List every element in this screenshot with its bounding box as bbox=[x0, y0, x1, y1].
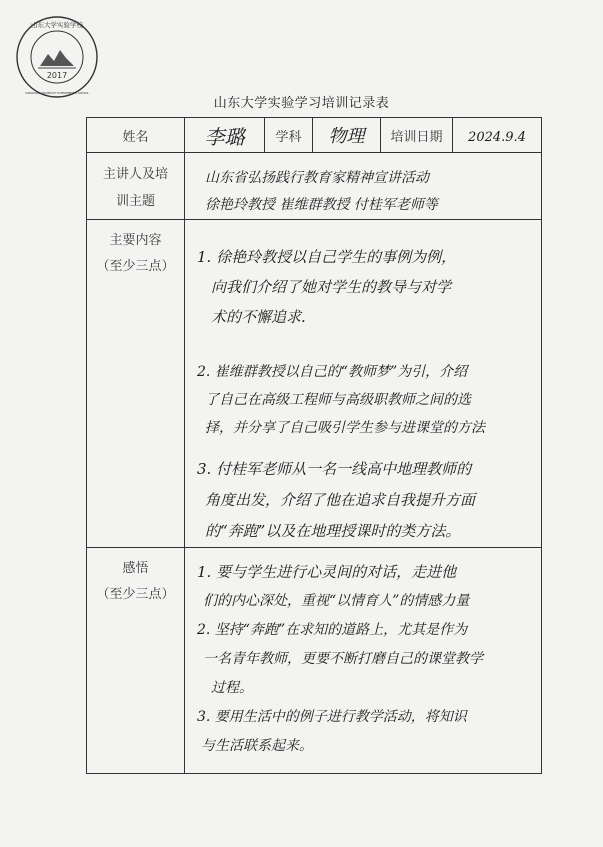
seal-bottom-text: SHANDONG UNIVERSITY EXPERIMENTAL SCHOOL bbox=[25, 92, 89, 95]
seal-year: 2017 bbox=[46, 71, 68, 80]
name-value: 李璐 bbox=[204, 124, 245, 149]
insight-line: 过程。 bbox=[211, 680, 253, 696]
insight-label-cell bbox=[87, 548, 185, 774]
form-title: 山东大学实验学习培训记录表 bbox=[213, 96, 390, 111]
content-line: 的“奔跑”以及在地理授课时的类方法。 bbox=[205, 522, 461, 540]
subject-label: 学科 bbox=[265, 118, 313, 153]
content-line: 了自己在高级工程师与高级职教师之间的选 bbox=[205, 392, 471, 408]
training-record-table bbox=[86, 117, 542, 774]
insight-label: 感悟 bbox=[122, 561, 149, 576]
content-line: 向我们介绍了她对学生的教导与对学 bbox=[211, 278, 452, 296]
speaker-line1: 山东省弘扬践行教育家精神宣讲活动 bbox=[205, 170, 429, 186]
content-line: 2. 崔维群教授以自己的“教师梦”为引，介绍 bbox=[197, 364, 468, 380]
content-line: 角度出发，介绍了他在追求自我提升方面 bbox=[205, 491, 476, 509]
insight-cell bbox=[185, 548, 542, 774]
date-value: 2024.9.4 bbox=[468, 129, 526, 145]
insight-line: 2. 坚持“奔跑”在求知的道路上，尤其是作为 bbox=[197, 622, 468, 638]
speaker-label-cell bbox=[87, 153, 185, 220]
school-seal bbox=[14, 14, 100, 100]
content-label-cell bbox=[87, 220, 185, 548]
insight-line: 1. 要与学生进行心灵间的对话，走进他 bbox=[197, 563, 457, 581]
speaker-label-line2: 训主题 bbox=[115, 194, 155, 209]
content-line: 3. 付桂军老师从一名一线高中地理教师的 bbox=[197, 460, 472, 478]
content-label: 主要内容 bbox=[109, 233, 162, 248]
date-value-cell bbox=[453, 118, 542, 153]
insight-line: 一名青年教师，更要不断打磨自己的课堂教学 bbox=[203, 651, 483, 667]
subject-value-cell bbox=[313, 118, 381, 153]
content-line: 1. 徐艳玲教授以自己学生的事例为例， bbox=[197, 248, 457, 266]
content-sub-label: （至少三点） bbox=[96, 259, 175, 274]
speaker-topic-cell bbox=[185, 153, 542, 220]
speaker-line2: 徐艳玲教授 崔维群教授 付桂军老师等 bbox=[205, 197, 438, 213]
content-cell bbox=[185, 220, 542, 548]
insight-line: 们的内心深处，重视“以情育人”的情感力量 bbox=[203, 593, 470, 609]
content-line: 术的不懈追求. bbox=[211, 308, 306, 326]
seal-top-text: 山东大学实验学校 bbox=[31, 21, 83, 29]
name-label: 姓名 bbox=[87, 118, 185, 153]
speaker-label-line1: 主讲人及培 bbox=[102, 167, 168, 182]
insight-line: 与生活联系起来。 bbox=[201, 738, 313, 754]
date-label: 培训日期 bbox=[381, 118, 453, 153]
subject-value: 物理 bbox=[328, 126, 365, 147]
insight-line: 3. 要用生活中的例子进行教学活动，将知识 bbox=[197, 709, 467, 725]
name-value-cell bbox=[185, 118, 265, 153]
content-line: 择，并分享了自己吸引学生参与进课堂的方法 bbox=[205, 420, 485, 436]
insight-sub-label: （至少三点） bbox=[96, 587, 175, 602]
